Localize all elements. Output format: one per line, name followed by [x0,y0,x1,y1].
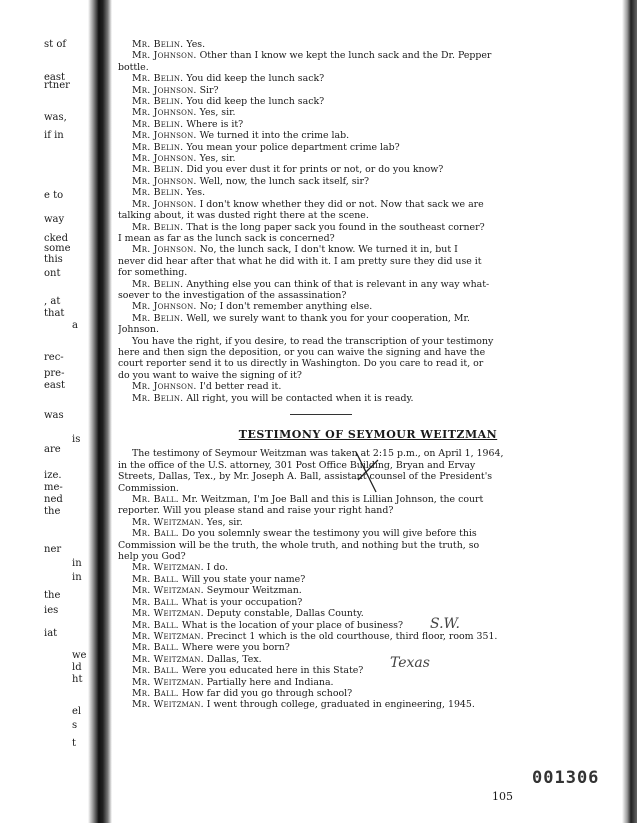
line-text: Were you educated here in this State? [181,665,364,677]
pen-strike-mark [352,450,382,495]
transcript-line [118,381,618,392]
left-page-fragment: we [72,650,87,661]
document-stamp-number: 001306 [532,768,600,788]
speaker-label: Mr. Johnson. [132,50,197,62]
speaker-label: Mr. Ball. [132,619,179,631]
line-text: You did keep the lunch sack? [186,96,325,108]
left-page-fragment: east [44,72,66,83]
left-page-fragment: east [44,380,66,391]
transcript-line [118,222,618,233]
transcript-line [118,130,618,141]
line-text: No; I don't remember anything else. [199,301,373,313]
transcript-line [118,562,618,573]
line-text: Well, we surely want to thank you for your cooperation, Mr. [186,312,470,324]
left-page-fragment: way [44,214,65,225]
left-page-fragment: ld [72,662,82,673]
line-text: No, the lunch sack, I don't know. We turned it in, but I [199,244,458,256]
transcript-line [118,301,618,312]
left-page-fragment: in [72,572,82,583]
transcript-line [118,528,618,539]
transcript-line [118,39,618,50]
left-page-fragment: t [72,738,77,749]
speaker-label: Mr. Belin. [132,73,184,85]
speaker-label: Mr. Weitzman. [132,676,204,688]
line-text: That is the long paper sack you found in the southeast corner? [186,221,485,233]
speaker-label: Mr. Belin. [132,39,184,50]
transcript-line [118,256,618,267]
line-text: Sir? [199,84,219,96]
line-text: Partially here and Indiana. [206,676,334,688]
transcript-line [118,336,618,347]
line-text: never did hear after that what he did with it. I am pretty sure they did use it [118,255,482,267]
transcript-line [118,688,618,699]
speaker-label: Mr. Ball. [132,687,179,699]
transcript-line [118,176,618,187]
speaker-label: Mr. Weitzman. [132,585,204,597]
line-text: All right, you will be contacted when it is ready. [186,392,414,404]
speaker-label: Mr. Ball. [132,642,179,654]
transcript-line [118,164,618,175]
transcript-line [118,85,618,96]
speaker-label: Mr. Weitzman. [132,608,204,620]
speaker-label: Mr. Johnson. [132,198,197,210]
speaker-label: Mr. Weitzman. [132,699,204,711]
line-text: Dallas, Tex. [206,653,262,665]
section-title: TESTIMONY OF SEYMOUR WEITZMAN [238,428,498,441]
line-text: You have the right, if you desire, to read the transcription of your testimony [132,335,494,347]
line-text: What is the location of your place of business? [181,619,403,631]
transcript-line [118,324,618,335]
johnson-testimony-end [118,39,618,404]
transcript-line [118,699,618,710]
transcript-line [118,199,618,210]
left-page-fragment: , at [44,296,61,307]
transcript-line [118,153,618,164]
line-text: Did you ever dust it for prints or not, or do you know? [186,164,444,176]
speaker-label: Mr. Ball. [132,573,179,585]
speaker-label: Mr. Belin. [132,278,184,290]
speaker-label: Mr. Belin. [132,141,184,153]
speaker-label: Mr. Belin. [132,96,184,108]
speaker-label: Mr. Belin. [132,312,184,324]
transcript-line [118,665,618,676]
line-text: I mean as far as the lunch sack is concerned? [118,232,335,244]
transcript-line [118,96,618,107]
page-number: 105 [492,790,513,803]
line-text: We turned it into the crime lab. [199,130,350,142]
left-page-fragment: ies [44,605,59,616]
left-page-fragments [0,0,88,823]
line-text: Yes, sir. [199,107,236,119]
line-text: Will you state your name? [181,573,306,585]
speaker-label: Mr. Johnson. [132,175,197,187]
transcript-line [118,505,618,516]
speaker-label: Mr. Johnson. [132,107,197,119]
line-text: reporter. Will you please stand and raise your right hand? [118,505,394,517]
section-divider [290,414,352,415]
handwritten-initials: S.W. [430,616,460,632]
left-page-fragment: a [72,320,78,331]
speaker-label: Mr. Belin. [132,164,184,176]
transcript-line [118,107,618,118]
transcript-line [118,50,618,61]
line-text: in the office of the U.S. attorney, 301 Post Office Building, Bryan and Ervay [118,459,476,471]
speaker-label: Mr. Belin. [132,118,184,130]
line-text: here and then sign the deposition, or you can waive the signing and have the [118,346,486,358]
line-text: for something. [118,267,188,279]
line-text: court reporter send it to us directly in Washington. Do you care to read it, or [118,358,484,370]
transcript-line [118,620,618,631]
line-text: Johnson. [118,324,159,336]
speaker-label: Mr. Belin. [132,392,184,404]
handwritten-texas: Texas [390,655,430,671]
transcript-line [118,313,618,324]
transcript-line [118,551,618,562]
line-text: Yes. [186,187,206,199]
page-edge-shadow [622,0,637,823]
line-text: bottle. [118,61,149,73]
transcript-line [118,585,618,596]
left-page-fragment: the [44,506,61,517]
transcript-line [118,187,618,198]
line-text: Yes, sir. [199,153,236,165]
speaker-label: Mr. Johnson. [132,301,197,313]
transcript-line [118,210,618,221]
speaker-label: Mr. Ball. [132,596,179,608]
line-text: talking about, it was dusted right there at the scene. [118,210,369,222]
speaker-label: Mr. Weitzman. [132,653,204,665]
speaker-label: Mr. Weitzman. [132,630,204,642]
line-text: Well, now, the lunch sack itself, sir? [199,175,370,187]
transcript-line [118,574,618,585]
transcript-line [118,119,618,130]
speaker-label: Mr. Belin. [132,221,184,233]
line-text: Anything else you can think of that is relevant in any way what- [186,278,490,290]
transcript-line [118,608,618,619]
speaker-label: Mr. Johnson. [132,84,197,96]
left-page-fragment: cked [44,233,68,244]
line-text: Streets, Dallas, Tex., by Mr. Joseph A. Ball, assistant counsel of the President's [118,471,493,483]
left-page-fragment: was [44,410,64,421]
line-text: Where is it? [186,118,244,130]
speaker-label: Mr. Johnson. [132,153,197,165]
left-page-fragment: ont [44,268,61,279]
line-text: I went through college, graduated in engineering, 1945. [206,699,475,711]
transcript-line [118,654,618,665]
transcript-line [118,267,618,278]
line-text: Do you solemnly swear the testimony you will give before this [181,528,477,540]
left-page-fragment: the [44,590,61,601]
transcript-line [118,73,618,84]
line-text: soever to the investigation of the assassination? [118,289,347,301]
left-page-fragment: some [44,243,71,254]
left-page-fragment: that [44,308,65,319]
left-page-fragment: e to [44,190,64,201]
transcript-line [118,540,618,551]
left-page-fragment: st of [44,39,67,50]
line-text: Where were you born? [181,642,290,654]
left-page-fragment: s [72,720,78,731]
speaker-label: Mr. Johnson. [132,130,197,142]
left-page-fragment: in [72,558,82,569]
line-text: The testimony of Seymour Weitzman was taken at 2:15 p.m., on April 1, 1964, [132,448,504,460]
transcript-line [118,494,618,505]
line-text: Yes, sir. [206,516,243,528]
line-text: Commission will be the truth, the whole truth, and nothing but the truth, so [118,539,480,551]
left-page-fragment: me- [44,482,63,493]
transcript-line [118,597,618,608]
transcript-line [118,62,618,73]
left-page-fragment: if in [44,130,64,141]
left-page-fragment: ned [44,494,63,505]
transcript-body [118,39,618,711]
line-text: Seymour Weitzman. [206,585,302,597]
speaker-label: Mr. Johnson. [132,381,197,393]
transcript-line [118,347,618,358]
transcript-line [118,642,618,653]
speaker-label: Mr. Ball. [132,528,179,540]
line-text: You did keep the lunch sack? [186,73,325,85]
line-text: I don't know whether they did or not. Now that sack we are [199,198,484,210]
line-text: Commission. [118,482,179,494]
line-text: I'd better read it. [199,381,282,393]
transcript-line [118,279,618,290]
left-page-fragment: rtner [44,80,70,91]
line-text: Other than I know we kept the lunch sack and the Dr. Pepper [199,50,492,62]
line-text: What is your occupation? [181,596,303,608]
speaker-label: Mr. Weitzman. [132,516,204,528]
left-page-fragment: this [44,254,63,265]
line-text: Precinct 1 which is the old courthouse, third floor, room 351. [206,630,498,642]
speaker-label: Mr. Weitzman. [132,562,204,574]
left-page-fragment: ner [44,544,62,555]
left-page-fragment: was, [44,112,67,123]
line-text: You mean your police department crime lab? [186,141,400,153]
transcript-line [118,517,618,528]
left-page-fragment: iat [44,628,58,639]
speaker-label: Mr. Ball. [132,494,179,506]
line-text: Yes. [186,39,206,50]
speaker-label: Mr. Ball. [132,665,179,677]
transcript-line [118,677,618,688]
left-page-fragment: ht [72,674,83,685]
transcript-line [118,142,618,153]
left-page-fragment: ize. [44,470,62,481]
transcript-line [118,358,618,369]
speaker-label: Mr. Belin. [132,187,184,199]
line-text: do you want to waive the signing of it? [118,369,302,381]
binding-shadow [88,0,112,823]
line-text: How far did you go through school? [181,687,353,699]
left-page-fragment: are [44,444,61,455]
left-page-fragment: is [72,434,81,445]
line-text: I do. [206,562,228,574]
transcript-line [118,393,618,404]
transcript-line [118,244,618,255]
transcript-line [118,233,618,244]
line-text: Deputy constable, Dallas County. [206,608,364,620]
speaker-label: Mr. Johnson. [132,244,197,256]
line-text: Mr. Weitzman, I'm Joe Ball and this is Lillian Johnson, the court [181,494,484,506]
transcript-line [118,290,618,301]
line-text: help you God? [118,551,186,563]
transcript-line [118,631,618,642]
left-page-fragment: rec- [44,352,64,363]
transcript-line [118,370,618,381]
left-page-fragment: el [72,706,82,717]
left-page-fragment: pre- [44,368,65,379]
